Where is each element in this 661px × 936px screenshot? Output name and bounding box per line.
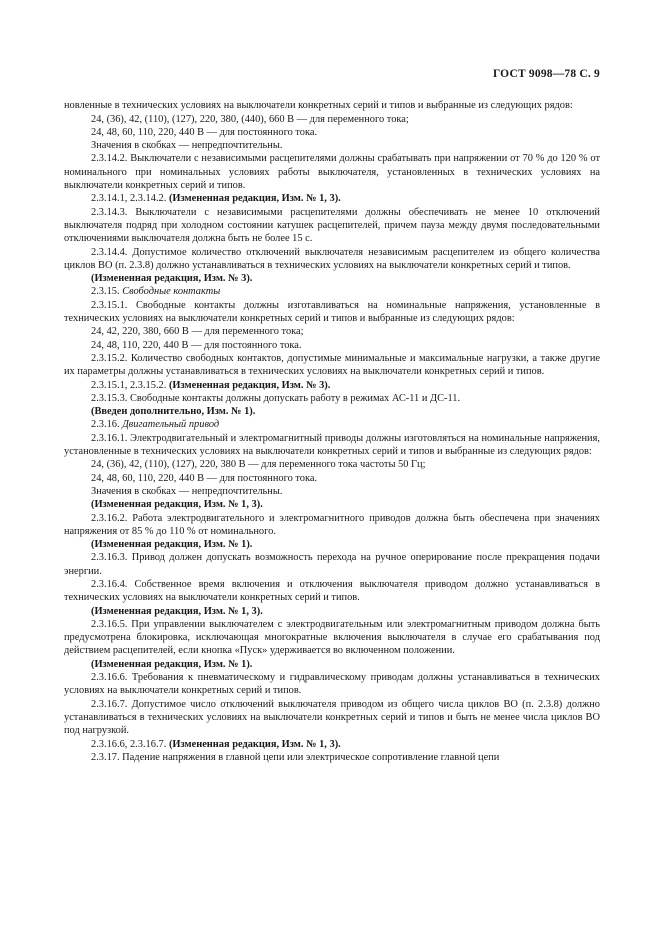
paragraph-text: 2.3.14.4. Допустимое количество отключений выключателя независимым расцепителем из общего количества циклов ВО (п. 2.3.8) должно устанавливаться в технических условиях на выключатели конкретных серий и типов. — [64, 246, 600, 271]
paragraph — [64, 698, 600, 738]
paragraph — [64, 206, 600, 246]
paragraph-text: 24, 48, 60, 110, 220, 440 В — для постоянного тока. — [91, 126, 318, 138]
paragraph — [64, 139, 600, 152]
amendment-note: (Измененная редакция, Изм. № 1, 3). — [168, 738, 341, 750]
paragraph — [64, 512, 600, 539]
paragraph — [64, 392, 600, 405]
paragraph-text: 2.3.17. Падение напряжения в главной цепи или электрическое сопротивление главной цепи — [91, 751, 500, 763]
paragraph — [64, 299, 600, 326]
paragraph-text: 24, 48, 60, 110, 220, 440 В — для постоянного тока. — [91, 472, 318, 484]
section-title: Двигательный привод — [122, 419, 220, 431]
paragraph — [64, 551, 600, 578]
paragraph-text: 2.3.15. — [91, 286, 120, 298]
paragraph-text: 2.3.16.5. При управлении выключателем с электродвигательным или электромагнитным приводом должна быть предусмотрена блокировка, исключающая многократные включения выключателя в случае его срабатывания под действием расцепителей, если кнопка «Пуск» удерживается во включенном положении. — [64, 618, 600, 657]
paragraph — [64, 379, 600, 392]
paragraph-text: 2.3.16.7. Допустимое число отключений выключателя приводом из общего числа циклов ВО (п. 2.3.8) должно устанавливаться в технических условиях на выключатели конкретных серий и типов и быть не менее числа циклов ВО под нагрузкой. — [64, 698, 600, 737]
paragraph — [64, 618, 600, 658]
document-page — [64, 68, 600, 764]
paragraph-text: 24, (36), 42, (110), (127), 220, 380, (440), 660 В — для переменного тока; — [91, 113, 409, 125]
amendment-note: (Измененная редакция, Изм. № 3). — [168, 379, 331, 391]
paragraph-text: 2.3.15.2. Количество свободных контактов, допустимые минимальные и максимальные нагрузки, а также другие их параметры должны устанавливаться в технических условиях на выключатели конкретных серий и типов. — [64, 352, 600, 378]
amendment-note: (Измененная редакция, Изм. № 1, 3). — [91, 499, 263, 511]
paragraph-text: 2.3.16.6, 2.3.16.7. — [91, 738, 167, 750]
paragraph — [64, 339, 600, 352]
amendment-note: (Измененная редакция, Изм. № 3). — [91, 273, 253, 285]
paragraph — [64, 405, 600, 418]
paragraph-text: новленные в технических условиях на выключатели конкретных серий и типов и выбранные из следующих рядов: — [64, 100, 573, 112]
paragraph — [64, 352, 600, 379]
paragraph — [64, 578, 600, 605]
paragraph — [64, 152, 600, 192]
paragraph — [64, 126, 600, 139]
paragraph-text: 2.3.15.3. Свободные контакты должны допускать работу в режимах АС-11 и ДС-11. — [91, 392, 461, 404]
paragraph-text: 2.3.16. — [91, 419, 120, 431]
paragraph — [64, 432, 600, 459]
paragraph — [64, 99, 600, 112]
paragraph — [64, 418, 600, 431]
paragraph — [64, 738, 600, 751]
paragraph-text: 2.3.16.3. Привод должен допускать возможность перехода на ручное оперирование после прекращения подачи энергии. — [64, 552, 600, 577]
paragraph — [64, 605, 600, 618]
paragraph-text: 24, (36), 42, (110), (127), 220, 380 В — для переменного тока частоты 50 Гц; — [91, 459, 426, 471]
amendment-note: (Измененная редакция, Изм. № 1). — [91, 539, 253, 551]
paragraph-text: Значения в скобках — непредпочтительны. — [91, 140, 283, 152]
paragraph — [64, 113, 600, 126]
paragraph — [64, 751, 600, 764]
paragraph-text: 2.3.16.2. Работа электродвигательного и электромагнитного приводов должна быть обеспечена при значениях напряжения от 85 % до 110 % от номинального. — [64, 512, 600, 537]
paragraph-text: 2.3.16.1. Электродвигательный и электромагнитный приводы должны изготовляться на номинальные напряжения, установленные в технических условиях на выключатели конкретных серий и типов и выбранные из следующих рядов: — [64, 432, 600, 458]
paragraph — [64, 192, 600, 205]
paragraph-text: 2.3.15.1, 2.3.15.2. — [91, 379, 167, 391]
amendment-note: (Измененная редакция, Изм. № 1, 3). — [168, 193, 341, 205]
paragraph — [64, 485, 600, 498]
paragraph-text: 2.3.16.6. Требования к пневматическому и гидравлическому приводам должны устанавливаться в технических условиях на выключатели конкретных серий и типов. — [64, 672, 600, 697]
amendment-note: (Измененная редакция, Изм. № 1, 3). — [91, 605, 263, 617]
paragraph-text: 24, 48, 110, 220, 440 В — для постоянного тока. — [91, 339, 302, 351]
paragraph — [64, 538, 600, 551]
amendment-note: (Введен дополнительно, Изм. № 1). — [91, 406, 256, 418]
paragraph — [64, 658, 600, 671]
paragraph — [64, 325, 600, 338]
paragraph — [64, 498, 600, 511]
paragraph-text: Значения в скобках — непредпочтительны. — [91, 485, 283, 497]
paragraph-text: 2.3.14.1, 2.3.14.2. — [91, 193, 167, 205]
paragraph — [64, 285, 600, 298]
paragraph — [64, 458, 600, 471]
section-title: Свободные контакты — [122, 286, 221, 298]
paragraph — [64, 246, 600, 273]
page-header: ГОСТ 9098—78 С. 9 — [492, 68, 600, 80]
paragraph — [64, 472, 600, 485]
paragraph — [64, 671, 600, 698]
document-body — [64, 99, 600, 764]
paragraph-text: 2.3.15.1. Свободные контакты должны изготавливаться на номинальные напряжения, установленные в технических условиях на выключатели конкретных серий и типов и выбранные из следующих рядов: — [64, 299, 600, 325]
paragraph-text: 2.3.14.3. Выключатели с независимыми расцепителями должны обеспечивать не менее 10 отключений выключателя подряд при холодном состоянии катушек расцепителей, причем пауза между двумя последовательными отключениями выключателя должна быть не более 15 с. — [64, 206, 600, 245]
paragraph-text: 2.3.14.2. Выключатели с независимыми расцепителями должны срабатывать при напряжении от 70 % до 120 % от номинального при номинальных условиях работы выключателя, установленных в технических условиях на выключатели конкретных серий и типов. — [64, 153, 600, 192]
amendment-note: (Измененная редакция, Изм. № 1). — [91, 658, 253, 670]
paragraph-text: 24, 42, 220, 380, 660 В — для переменного тока; — [91, 326, 304, 338]
paragraph — [64, 272, 600, 285]
paragraph-text: 2.3.16.4. Собственное время включения и отключения выключателя приводом должно устанавливаться в технических условиях на выключатели конкретных серий и типов. — [64, 578, 600, 604]
